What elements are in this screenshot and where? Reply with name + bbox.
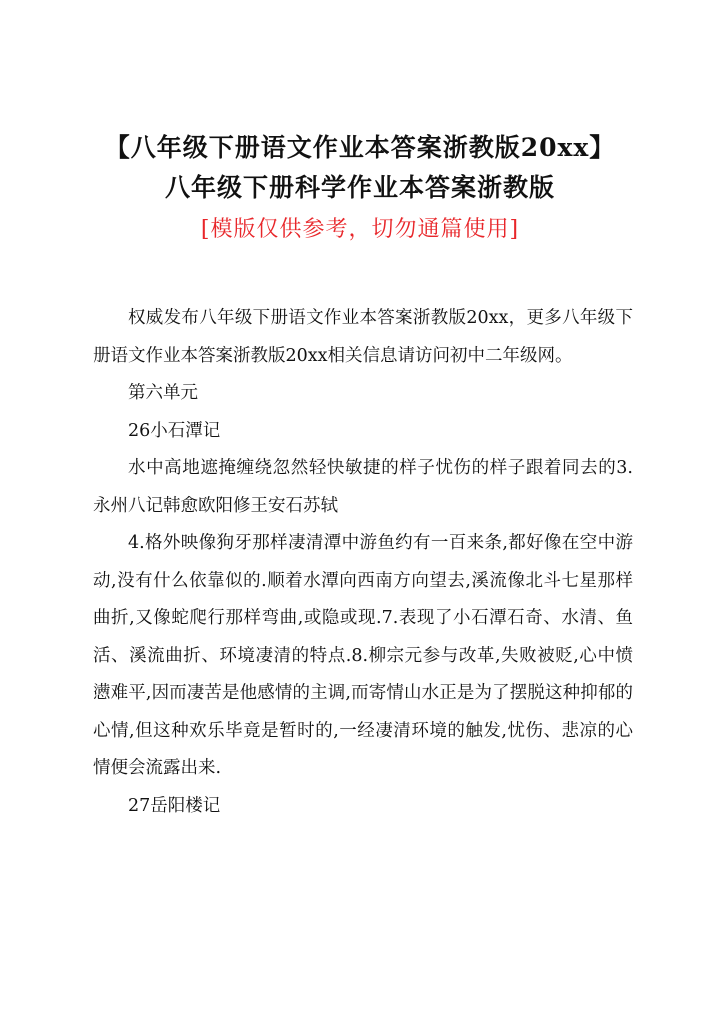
lesson-heading-27: 27岳阳楼记 — [128, 795, 221, 816]
document-title-line-2: 八年级下册科学作业本答案浙教版 — [164, 173, 555, 202]
body-paragraph-intro: 权威发布八年级下册语文作业本答案浙教版20xx，更多八年级下册语文作业本答案浙教版20xx相关信息请访问初中二年级网。 — [93, 308, 633, 366]
body-paragraph-answers-2: 4.格外映像狗牙那样凄清潭中游鱼约有一百来条,都好像在空中游动,没有什么依靠似的.顺着水潭向西南方向望去,溪流像北斗七星那样曲折,又像蛇爬行那样弯曲,或隐或现.7.表现了小石潭石奇、水清、鱼活、溪流曲折、环境凄清的特点.8.柳宗元参与改革,失败被贬,心中愤懑难平,因而凄苦是他感情的主调,而寄情山水正是为了摆脱这种抑郁的心情,但这种欢乐毕竟是暂时的,一经凄清环境的触发,忧伤、悲凉的心情便会流露出来. — [93, 533, 633, 778]
document-body — [93, 300, 633, 825]
title-block — [60, 128, 660, 248]
lesson-heading-26: 26小石潭记 — [128, 420, 221, 441]
body-paragraph-answers-1: 水中高地遮掩缠绕忽然轻快敏捷的样子忧伤的样子跟着同去的3.永州八记韩愈欧阳修王安石苏轼 — [93, 458, 633, 516]
template-notice: [模版仅供参考，切勿通篇使用] — [200, 217, 520, 242]
unit-heading: 第六单元 — [128, 383, 198, 403]
document-title-line-1: 【八年级下册语文作业本答案浙教版20xx】 — [104, 133, 616, 162]
